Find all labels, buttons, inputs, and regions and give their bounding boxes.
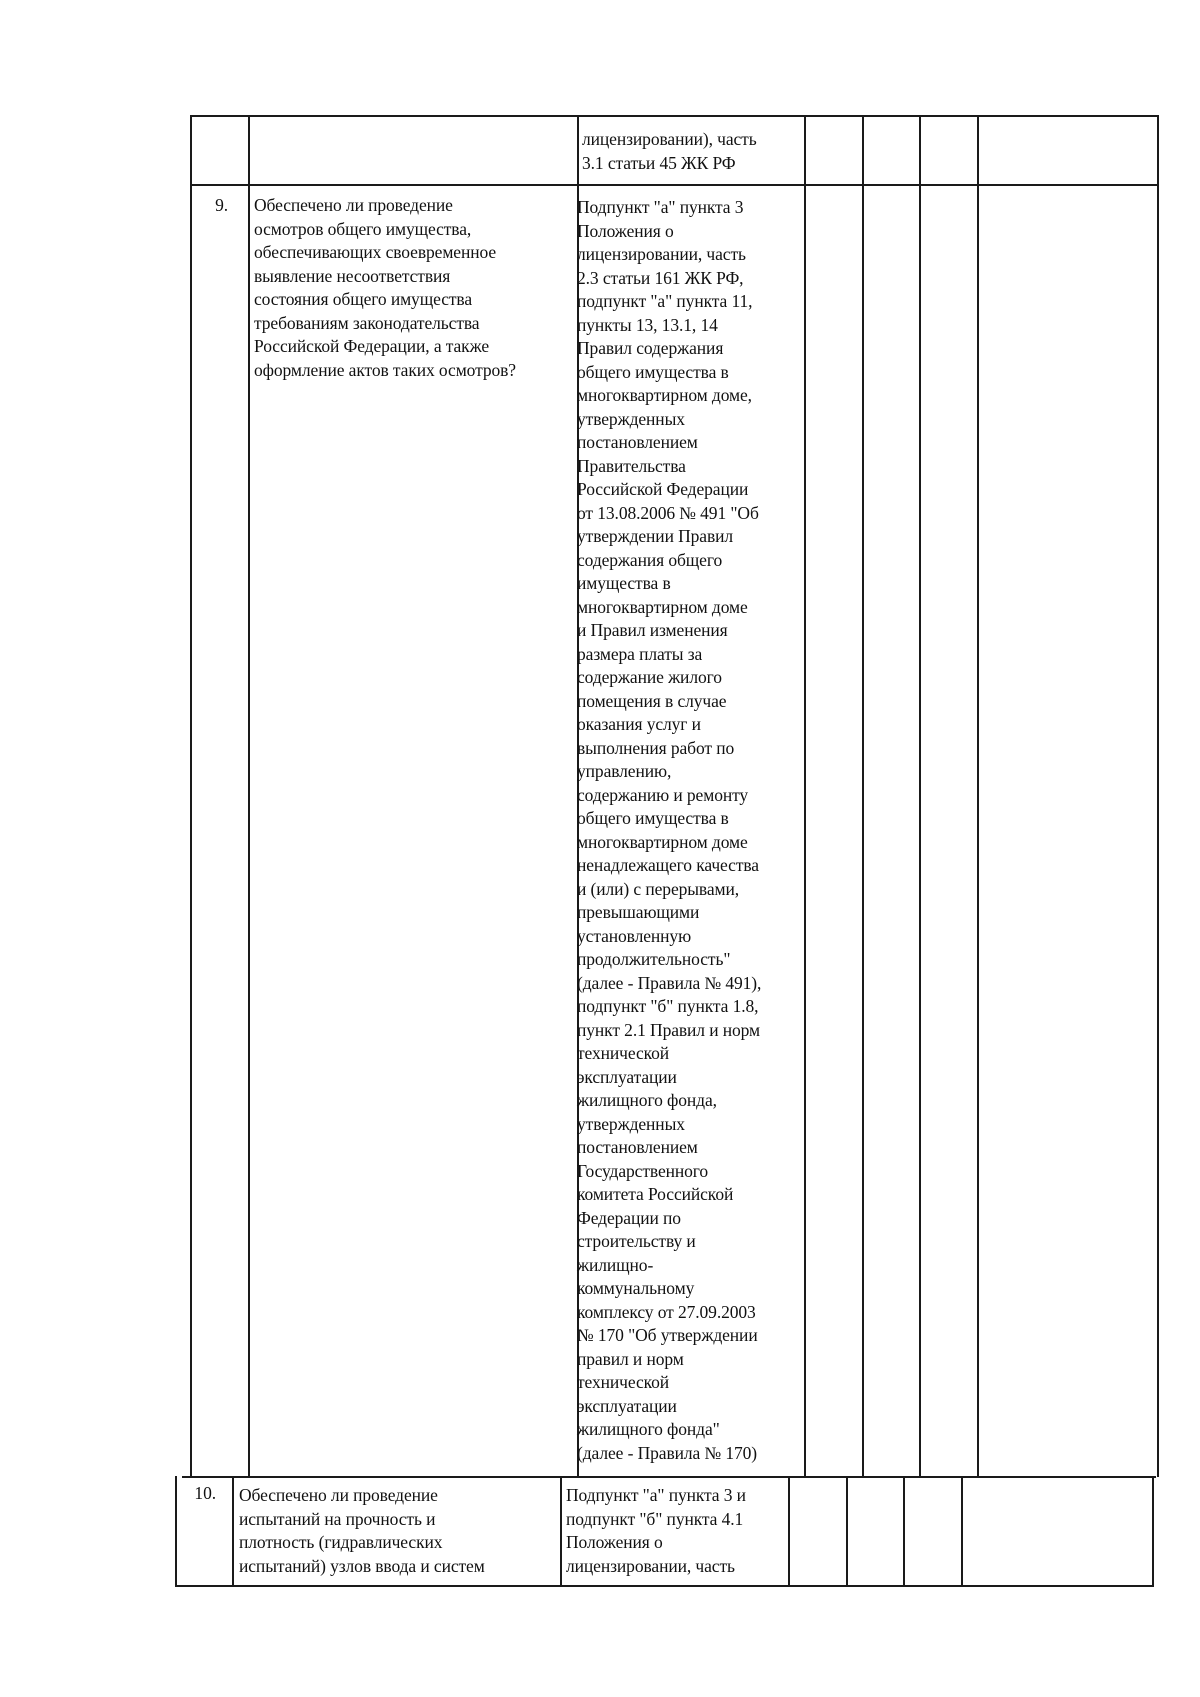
col-border-5 xyxy=(919,115,921,1477)
row-question: Обеспечено ли проведение испытаний на прочность и плотность (гидравлических испытаний) узлов ввода и систем xyxy=(239,1485,485,1576)
col-border-6 xyxy=(977,115,979,1477)
col-border-7-lower xyxy=(1152,1476,1154,1586)
row-divider-1 xyxy=(190,184,1158,186)
col-border-6-lower xyxy=(961,1476,963,1586)
col-border-7 xyxy=(1157,115,1159,1477)
table-bottom-border xyxy=(175,1585,1154,1587)
col-border-0 xyxy=(190,115,192,1477)
col-border-1-lower xyxy=(232,1476,234,1586)
row-number: 10. xyxy=(194,1483,216,1503)
row-reference: лицензировании), часть 3.1 статьи 45 ЖК РФ xyxy=(582,129,757,173)
row-question: Обеспечено ли проведение осмотров общего имущества, обеспечивающих своевременное выявление несоответствия состояния общего имущества требованиям законодательства Российской Федерации, а также оформление актов таких осмотров? xyxy=(254,195,516,380)
col-border-4-lower xyxy=(846,1476,848,1586)
row-divider-2 xyxy=(182,1476,1156,1478)
row-reference: Подпункт "а" пункта 3 Положения о лицензировании, часть 2.3 статьи 161 ЖК РФ, подпункт "а" пункта 11, пункты 13, 13.1, 14 Правил содержания общего имущества в многоквартирном доме, утвержденных постановлением Правительства Российской Федерации от 13.08.2006 № 491 "Об утверждении Правил содержания общего имущества в многоквартирном доме и Правил изменения размера платы за содержание жилого помещения в случае оказания услуг и выполнения работ по управлению, содержанию и ремонту общего имущества в многоквартирном доме ненадлежащего качества и (или) с перерывами, превышающими установленную продолжительность" (далее - Правила № 491), подпункт "б" пункта 1.8, пункт 2.1 Правил и норм технической эксплуатации жилищного фонда, утвержденных постановлением Государственного комитета Российской Федерации по строительству и жилищно- коммунальному комплексу от 27.09.2003 № 170 "Об утверждении правил и норм технической эксплуатации жилищного фонда" (далее - Правила № 170) xyxy=(577,197,762,1463)
table-top-border xyxy=(190,115,1158,117)
col-border-1 xyxy=(248,115,250,1477)
col-border-4 xyxy=(862,115,864,1477)
col-border-3-lower xyxy=(788,1476,790,1586)
col-border-3 xyxy=(804,115,806,1477)
row-reference: Подпункт "а" пункта 3 и подпункт "б" пункта 4.1 Положения о лицензировании, часть xyxy=(566,1485,746,1576)
col-border-5-lower xyxy=(903,1476,905,1586)
col-border-2-lower xyxy=(560,1476,562,1586)
row-number: 9. xyxy=(215,195,228,215)
col-border-0-lower xyxy=(175,1476,177,1586)
